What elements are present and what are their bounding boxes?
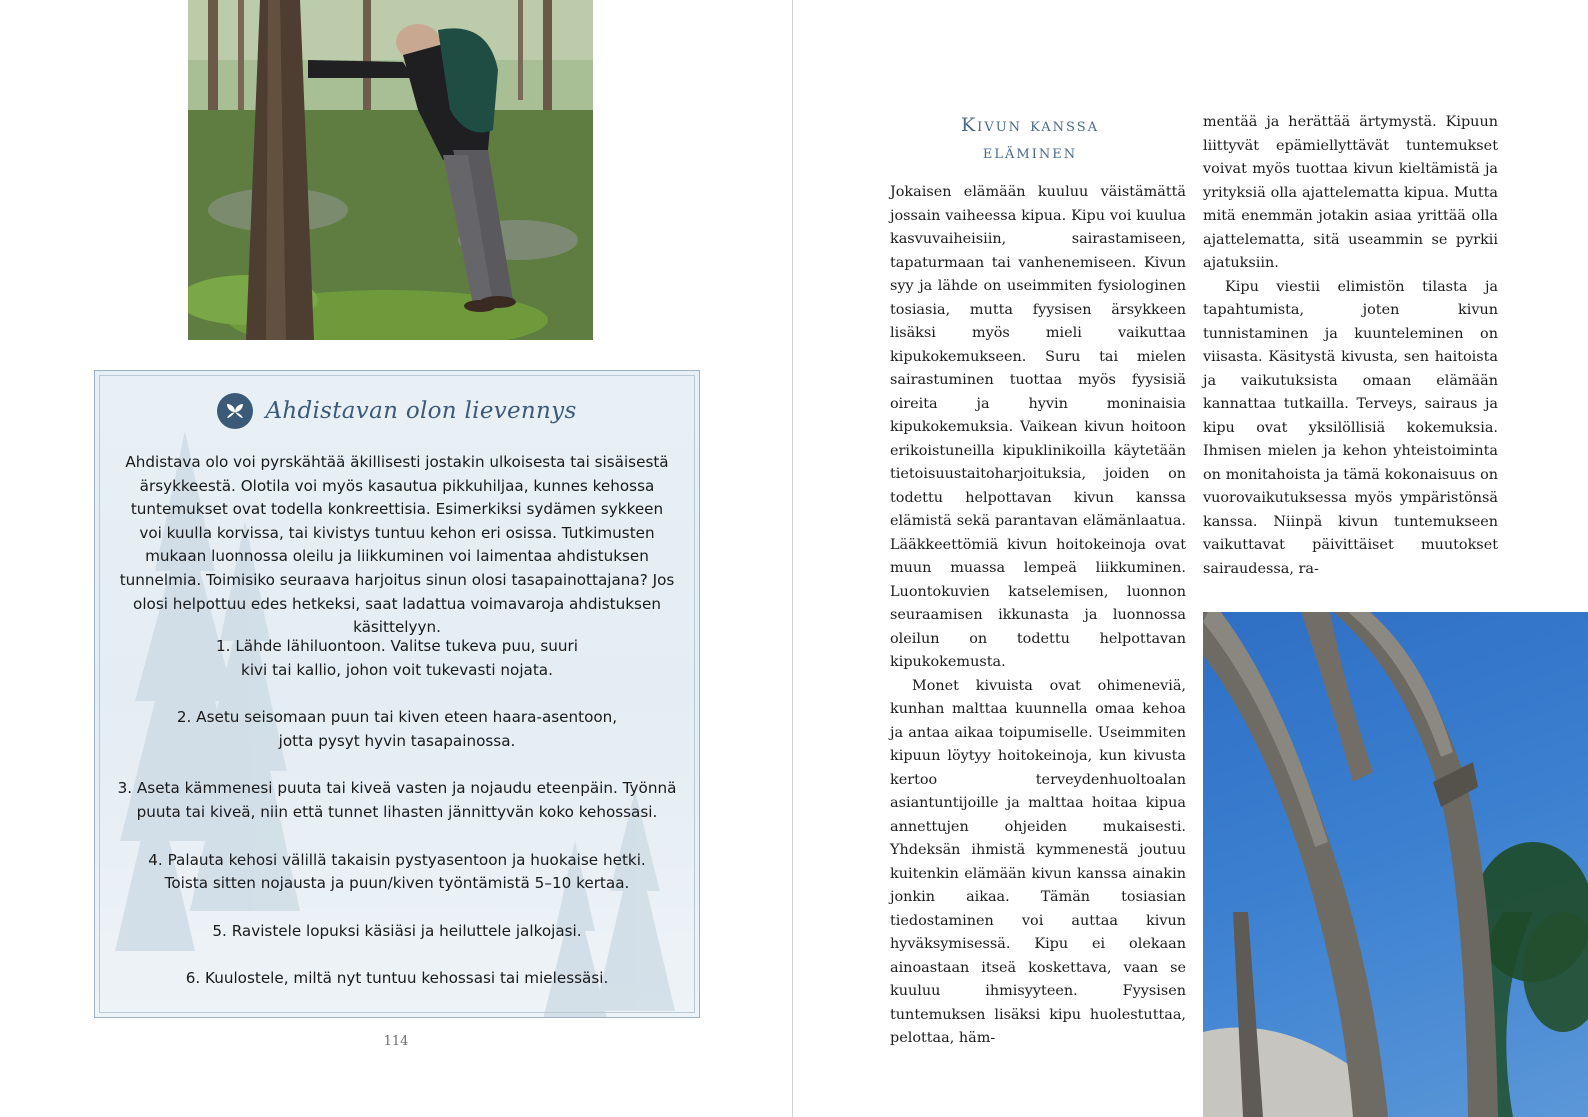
- exercise-steps: [115, 635, 679, 991]
- page-number: 114: [383, 1034, 409, 1049]
- leaf-circle-icon: [217, 393, 253, 429]
- exercise-info-box: [94, 370, 700, 1018]
- paragraph: Jokaisen elämään kuuluu väistämättä jossain vaiheessa kipua. Kipu voi kuulua kasvuvaiheisiin, sairastamiseen, tapaturmaan tai vanhenemiseen. Kivun syy ja lähde on useimmiten fysiologinen tosiasia, mutta fyysisen ärsykkeen lisäksi myös mieli vaikuttaa kipukokemukseen. Suru tai mielen sairastuminen tuottaa myös fyysisiä oireita ja hyvin moninaisia kipukokemuksia. Vaikean kivun hoitoon erikoistuneilla kipuklinikoilla käytetään tietoisuustaitoharjoituksia, joiden on todettu helpottavan kivun kanssa elämistä sekä parantavan elämänlaatua. Lääkkeettömiä kivun hoitokeinoja ovat muun muassa lempeä liikkuminen. Luontokuvien katselemisen, luonnon seuraamisen ikkunasta ja luonnossa oleilun on todettu helpottavan kipukokemusta.: [890, 184, 1186, 670]
- box-title: Ahdistavan olon lievennys: [265, 398, 577, 424]
- text-column-1: [890, 181, 1186, 1051]
- box-intro-text: Ahdistava olo voi pyrskähtää äkillisesti jostakin ulkoisesta tai sisäisestä ärsykkeestä. Olotila voi myös kasautua pikkuhiljaa, kunnes kehossa tuntemukset ovat todella konkreettisia. Esimerkiksi sydämen sykkeen voi kuulla korvissa, tai kivistys tuntuu kehon eri osissa. Tutkimusten mukaan luonnossa oleilu ja liikkuminen voi laimentaa ahdistuksen tunnelmia. Toimisiko seuraava harjoitus sinun olosi tasapainottajana? Jos olosi helpottuu edes hetkeksi, saat ladattua voimavaroja ahdistuksen käsittelyyn.: [119, 453, 675, 637]
- branches-photo: [1203, 612, 1588, 1117]
- paragraph: mentää ja herättää ärtymystä. Kipuun liittyvät epämiellyttävät tuntemukset voivat myös tuottaa kivun kieltämistä ja yrityksiä olla ajattelematta kipua. Mutta mitä enemmän jotakin asiaa yrittää olla ajattelematta, sitä useammin se pyrkii ajatuksiin.: [1203, 114, 1498, 271]
- step-item: 4. Palauta kehosi välillä takaisin pystyasentoon ja huokaise hetki. Toista sitten nojausta ja puun/kiven työntämistä 5–10 kertaa.: [148, 850, 646, 893]
- step-item: 1. Lähde lähiluontoon. Valitse tukeva puu, suuri kivi tai kallio, johon voit tukevasti nojata.: [216, 637, 578, 679]
- text-column-2: [1203, 111, 1498, 581]
- paragraph: Kipu viestii elimistön tilasta ja tapahtumista, joten kivun tunnistaminen ja kuunteleminen on viisasta. Käsitystä kivusta, sen haitoista ja vaikutuksista omaan elämään kannattaa tutkailla. Terveys, sairaus ja kipu ovat yksilöllisiä kokemuksia. Ihmisen mielen ja kehon yhteistoiminta on monitahoista ja tämä kokonaisuus on vuorovaikutuksessa myös ympäristönsä kanssa. Niinpä kivun tuntemukseen vaikuttavat päivittäiset muutokset sairaudessa, ra-: [1203, 278, 1498, 577]
- box-header: [95, 391, 699, 431]
- step-item: 3. Aseta kämmenesi puuta tai kiveä vasten ja nojaudu eteenpäin. Työnnä puuta tai kiveä, niin että tunnet lihasten jännittyvän koko kehossasi.: [117, 779, 677, 821]
- step-item: 2. Asetu seisomaan puun tai kiven eteen haara-asentoon, jotta pysyt hyvin tasapainossa.: [176, 708, 618, 750]
- page-gutter: [792, 0, 793, 1117]
- section-title: Kivun kanssa eläminen: [960, 114, 1099, 163]
- step-item: 5. Ravistele lopuksi käsiäsi ja heiluttele jalkojasi.: [212, 921, 582, 940]
- forest-photo: [188, 0, 593, 340]
- step-item: 6. Kuulostele, miltä nyt tuntuu kehossasi tai mielessäsi.: [185, 969, 609, 988]
- paragraph: Monet kivuista ovat ohimeneviä, kunhan malttaa kuunnella omaa kehoa ja antaa aikaa toipumiselle. Useimmiten kipuun löytyy hoitokeinoja, kun kivusta kertoo terveydenhuoltoalan asiantuntijoille ja malttaa hoitaa kipua annettujen ohjeiden mukaisesti. Yhdeksän ihmistä kymmenestä joutuu kuitenkin elämään kivun kanssa ainakin jonkin aikaa. Tämän tosiasian tiedostaminen voi auttaa kivun hyväksymisessä. Kipu ei olekaan ainoastaan itseä koskettava, vaan se kuuluu ihmisyyteen. Fyysisen tuntemuksen lisäksi kipu huolestuttaa, pelottaa, häm-: [890, 677, 1186, 1046]
